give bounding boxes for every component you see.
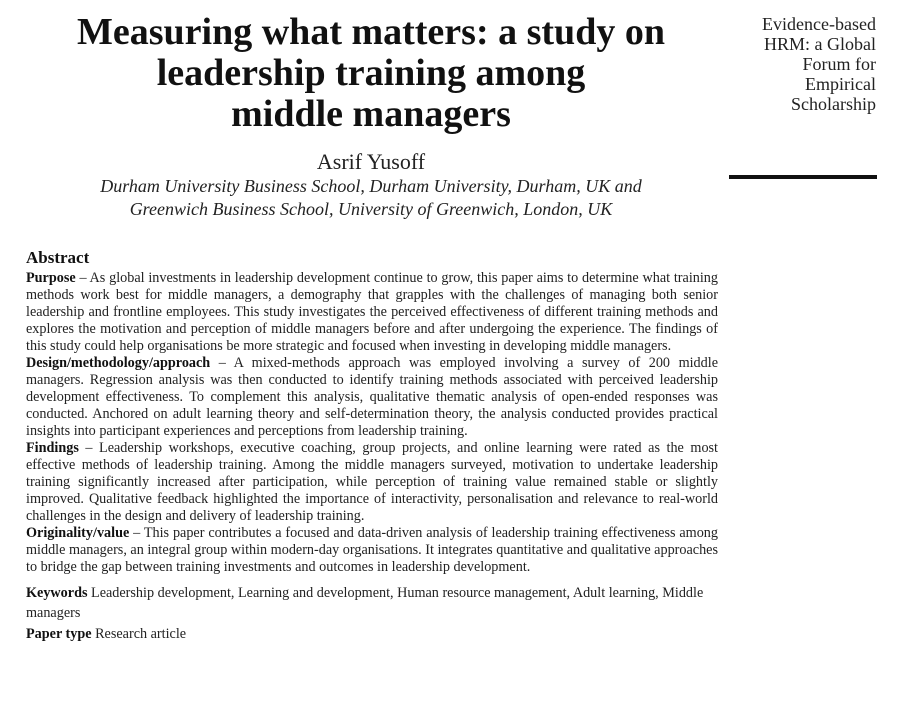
abstract-findings xyxy=(26,440,718,525)
author-affiliation xyxy=(20,175,722,221)
findings-label: Findings xyxy=(26,440,79,456)
title-line-1: Measuring what matters: a study on xyxy=(77,11,665,53)
originality-label: Originality/value xyxy=(26,525,130,541)
purpose-text: – As global investments in leadership development continue to grow, this paper aims to determine what training methods work best for middle managers, a demography that grapples with the challenges of managing both senior leadership and frontline employees. This study investigates the perceived effectiveness of different training methods and explores the motivation and perception of middle managers before and after undergoing the experience. The findings of this study could help organisations be more strategic and focused when investing in developing middle managers. xyxy=(26,270,718,354)
journal-name xyxy=(720,14,876,114)
paper-title xyxy=(20,12,722,135)
affiliation-line-1: Durham University Business School, Durham University, Durham, UK and xyxy=(100,176,642,196)
abstract-section xyxy=(26,248,718,644)
title-line-3: middle managers xyxy=(231,93,511,135)
title-line-2: leadership training among xyxy=(156,52,586,94)
paper-type-label: Paper type xyxy=(26,626,92,642)
journal-line-5: Scholarship xyxy=(791,94,876,114)
keywords xyxy=(26,583,718,623)
design-text: – A mixed-methods approach was employed involving a survey of 200 middle managers. Regression analysis was then conducted to identify training methods associated with perceived leadership development effectiveness. To complement this analysis, qualitative thematic analysis of open-ended responses was conducted. Anchored on adult learning theory and self-determination theory, the analysis conducted provides practical insights into participant experiences and perceptions from leadership training. xyxy=(26,355,718,439)
keywords-label: Keywords xyxy=(26,585,88,601)
affiliation-line-2: Greenwich Business School, University of Greenwich, London, UK xyxy=(129,199,613,219)
abstract-originality xyxy=(26,525,718,576)
purpose-label: Purpose xyxy=(26,270,76,286)
findings-text: – Leadership workshops, executive coaching, group projects, and online learning were rated as the most effective methods of leadership training. Among the middle managers surveyed, motivation to undertake leadership training significantly increased after participation, while perception of training value remained stable or slightly improved. Qualitative feedback highlighted the importance of interactivity, personalisation and relevance to real-world challenges in the design and delivery of leadership training. xyxy=(26,440,718,524)
paper-type xyxy=(26,624,718,644)
abstract-heading: Abstract xyxy=(26,248,90,267)
journal-line-3: Forum for xyxy=(802,54,876,74)
originality-text: – This paper contributes a focused and data-driven analysis of leadership training effectiveness among middle managers, an integral group within modern-day organisations. It integrates quantitative and qualitative approaches to bridge the gap between training investments and outcomes in leadership development. xyxy=(26,525,718,575)
journal-divider xyxy=(729,175,877,179)
paper-type-text: Research article xyxy=(91,626,187,642)
author-name: Asrif Yusoff xyxy=(316,149,426,174)
journal-line-4: Empirical xyxy=(805,74,876,94)
journal-line-2: HRM: a Global xyxy=(764,34,876,54)
design-label: Design/methodology/approach xyxy=(26,355,211,371)
keywords-text: Leadership development, Learning and development, Human resource management, Adult learning, Middle managers xyxy=(26,585,704,621)
abstract-design xyxy=(26,355,718,440)
journal-line-1: Evidence-based xyxy=(762,14,876,34)
abstract-purpose xyxy=(26,270,718,355)
